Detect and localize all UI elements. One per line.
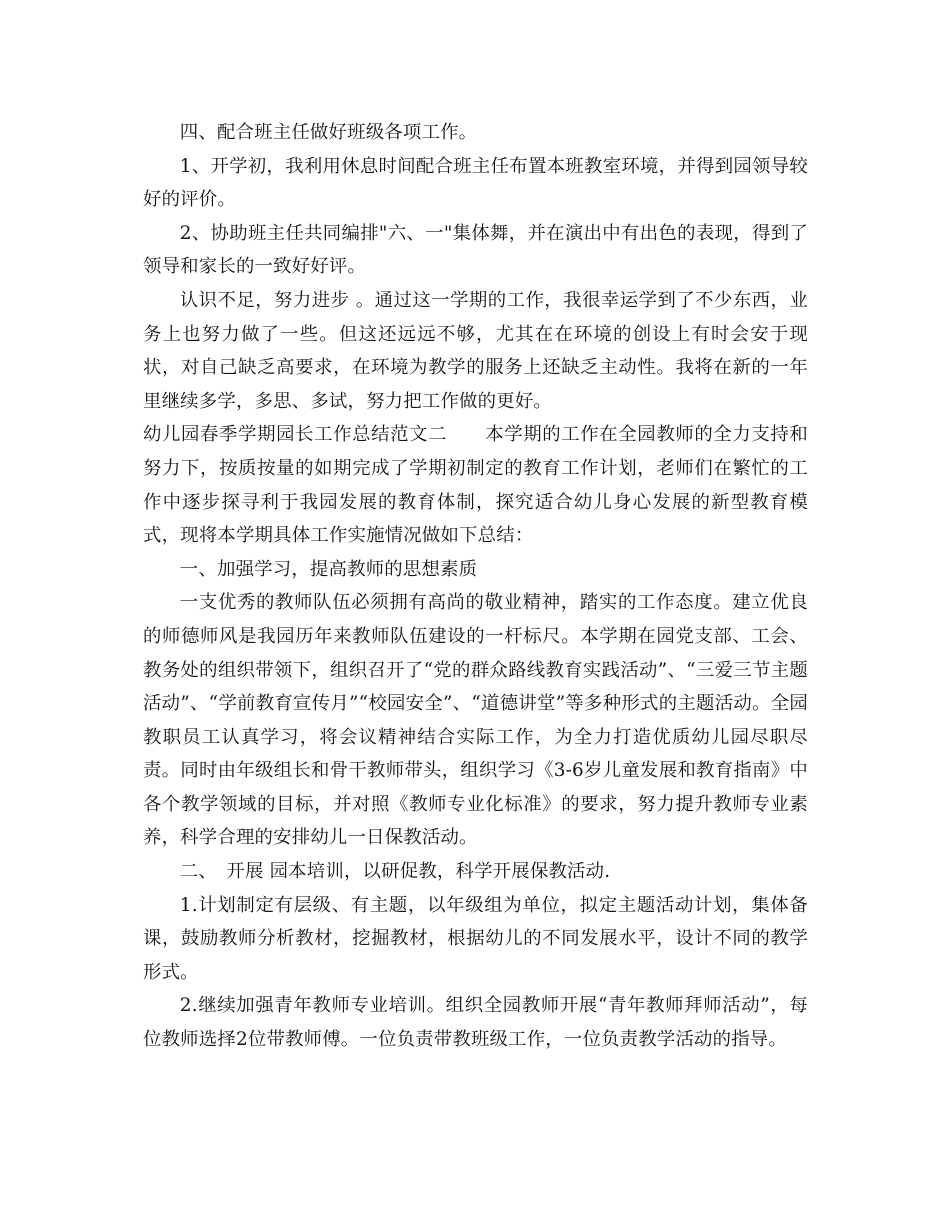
section-heading-4: 四、配合班主任做好班级各项工作。: [179, 122, 478, 143]
paragraph-reflection: 认识不足，努力进步 。通过这一学期的工作，我很幸运学到了不少东西，业务上也努力做了一些。但这还远远不够，尤其在在环境的创设上有时会安于现状，对自己缺乏高要求，在环境为教学的服务上还缺乏主动性。我将在新的一年里继续多学，多思、多试，努力把工作做的更好。: [143, 289, 808, 412]
section-heading-1: 一、加强学习，提高教师的思想素质: [179, 558, 478, 580]
document-body: [143, 116, 808, 1057]
paragraph-plan: 1.计划制定有层级、有主题，以年级组为单位，拟定主题活动计划，集体备课，鼓励教师分析教材，挖掘教材，根据幼儿的不同发展水平，设计不同的教学形式。: [143, 894, 808, 983]
paragraph-item-1: 1、开学初，我利用休息时间配合班主任布置本班教室环境，并得到园领导较好的评价。: [143, 155, 808, 211]
paragraph-item-2: 2、协助班主任共同编排"六、一"集体舞，并在演出中有出色的表现，得到了领导和家长的一致好好评。: [143, 222, 808, 278]
paragraph-training: 2.继续加强青年教师专业培训。组织全园教师开展“青年教师拜师活动”，每位教师选择2位带教师傅。一位负责带教班级工作，一位负责教学活动的指导。: [143, 995, 808, 1051]
paragraph-teacher-quality: 一支优秀的教师队伍必须拥有高尚的敬业精神，踏实的工作态度。建立优良的师德师风是我园历年来教师队伍建设的一杆标尺。本学期在园党支部、工会、教务处的组织带领下，组织召开了“党的群众路线教育实践活动”、“三爱三节主题活动”、“学前教育宣传月”“校园安全”、“道德讲堂”等多种形式的主题活动。全园教职员工认真学习，将会议精神结合实际工作，为全力打造优质幼儿园尽职尽责。同时由年级组长和骨干教师带头，组织学习《3-6岁儿童发展和教育指南》中各个教学领域的目标，并对照《教师专业化标准》的要求，努力提升教师专业素养，科学合理的安排幼儿一日保教活动。: [143, 592, 808, 849]
section-heading-2: 二、 开展 园本培训，以研促教，科学开展保教活动.: [179, 861, 611, 883]
paragraph-title-part-two: 幼儿园春季学期园长工作总结范文二 本学期的工作在全园教师的全力支持和努力下，按质按量的如期完成了学期初制定的教育工作计划，老师们在繁忙的工作中逐步探寻利于我园发展的教育体制，探究适合幼儿身心发展的新型教育模式，现将本学期具体工作实施情况做如下总结：: [143, 424, 808, 547]
